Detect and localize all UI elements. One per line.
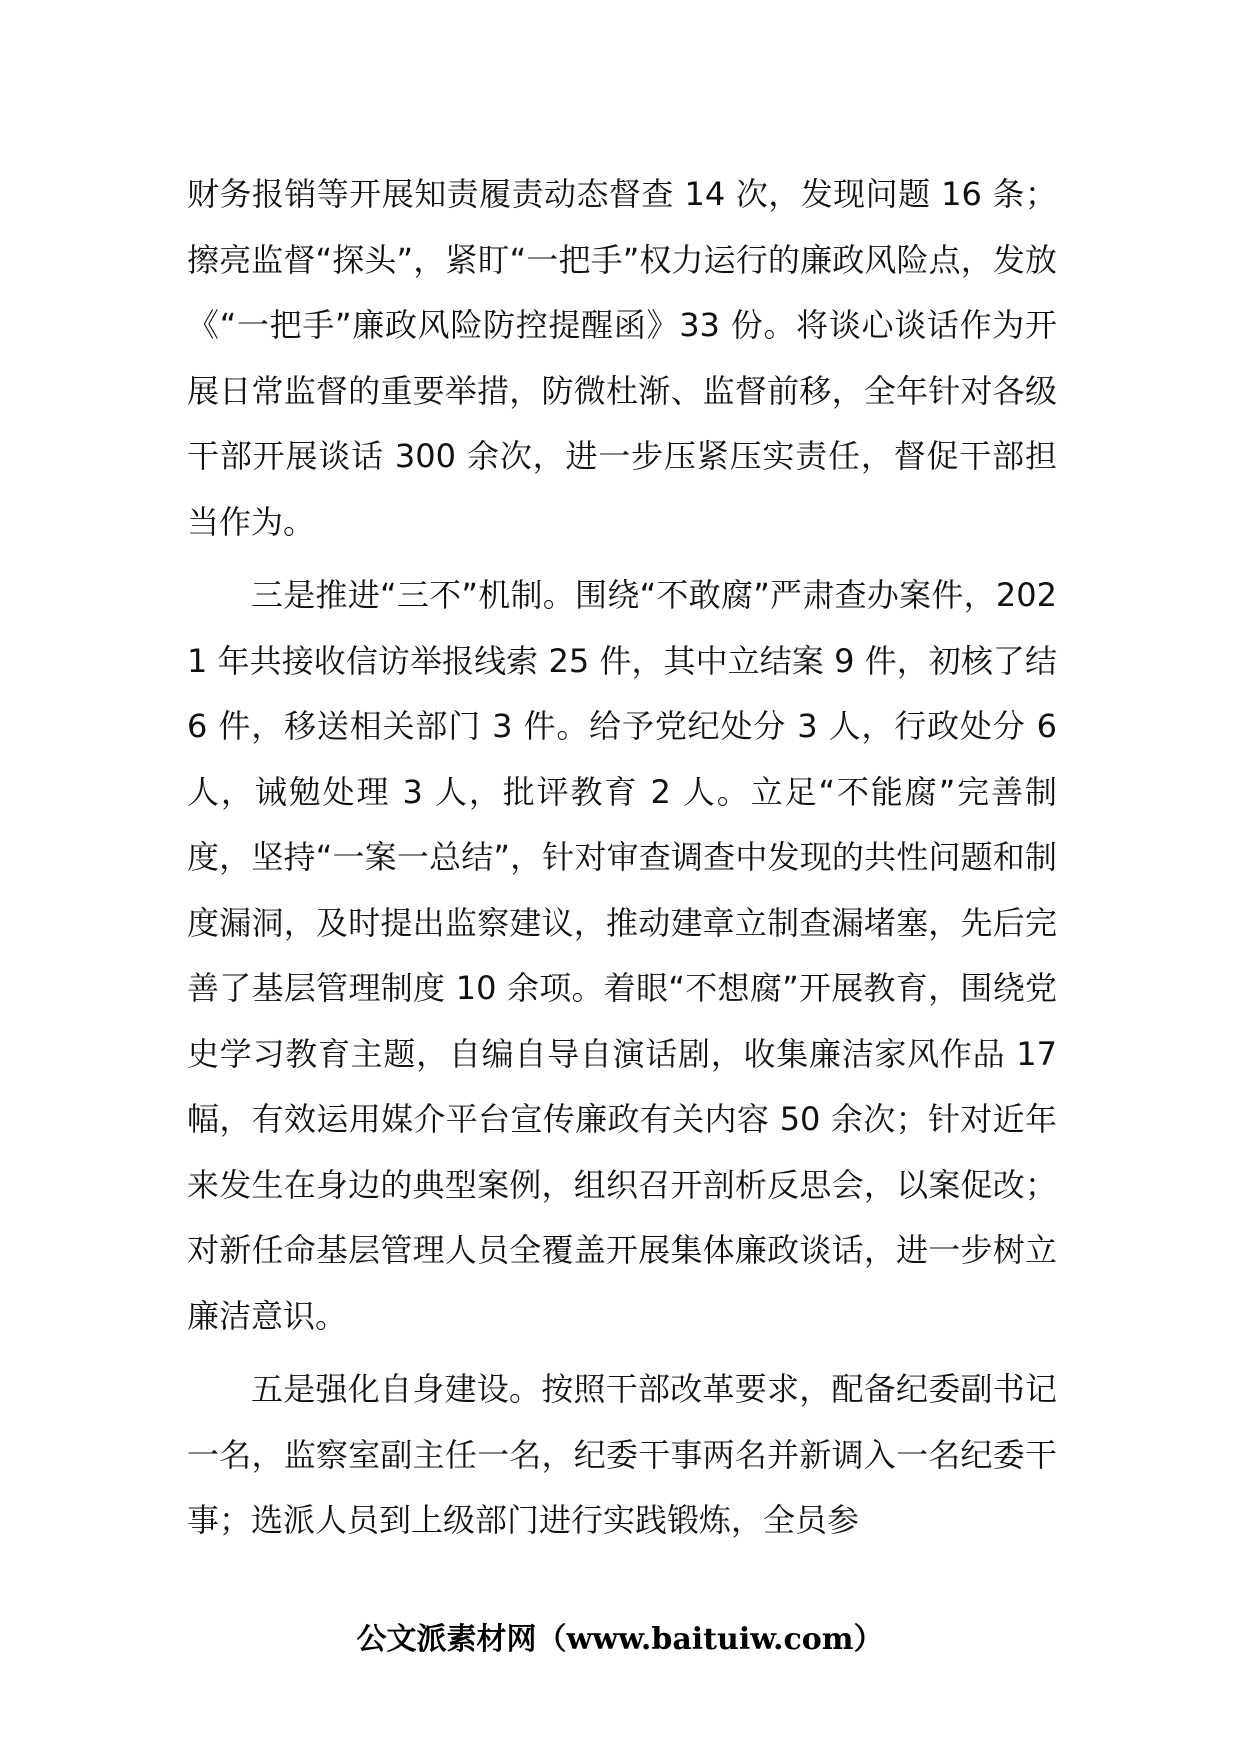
paragraph-3: 五是强化自身建设。按照干部改革要求，配备纪委副书记一名，监察室副主任一名，纪委干事两名并新调入一名纪委干事；选派人员到上级部门进行实践锻炼，全员参 [187,1370,1057,1539]
footer-watermark: 公文派素材网（www.baituiw.com） [356,1622,884,1657]
paragraph-2: 三是推进“三不”机制。围绕“不敢腐”严肃查办案件，2021 年共接收信访举报线索 25 件，其中立结案 9 件，初核了结 6 件，移送相关部门 3 件。给予党纪处分 3 人，行政处分 6 人，诫勉处理 3 人，批评教育 2 人。立足“不能腐”完善制度，坚持“一案一总结”，针对审查调查中发现的共性问题和制度漏洞，及时提出监察建议，推动建章立制查漏堵塞，先后完善了基层管理制度 10 余项。着眼“不想腐”开展教育，围绕党史学习教育主题，自编自导自演话剧，收集廉洁家风作品 17 幅，有效运用媒介平台宣传廉政有关内容 50 余次；针对近年来发生在身边的典型案例，组织召开剖析反思会，以案促改；对新任命基层管理人员全覆盖开展集体廉政谈话，进一步树立廉洁意识。 [187,576,1057,1335]
paragraph-1: 财务报销等开展知责履责动态督查 14 次，发现问题 16 条；擦亮监督“探头”，紧盯“一把手”权力运行的廉政风险点，发放《“一把手”廉政风险防控提醒函》33 份。将谈心谈话作为开展日常监督的重要举措，防微杜渐、监督前移，全年针对各级干部开展谈话 300 余次，进一步压紧压实责任，督促干部担当作为。 [187,175,1057,541]
document-body [187,162,1057,1554]
